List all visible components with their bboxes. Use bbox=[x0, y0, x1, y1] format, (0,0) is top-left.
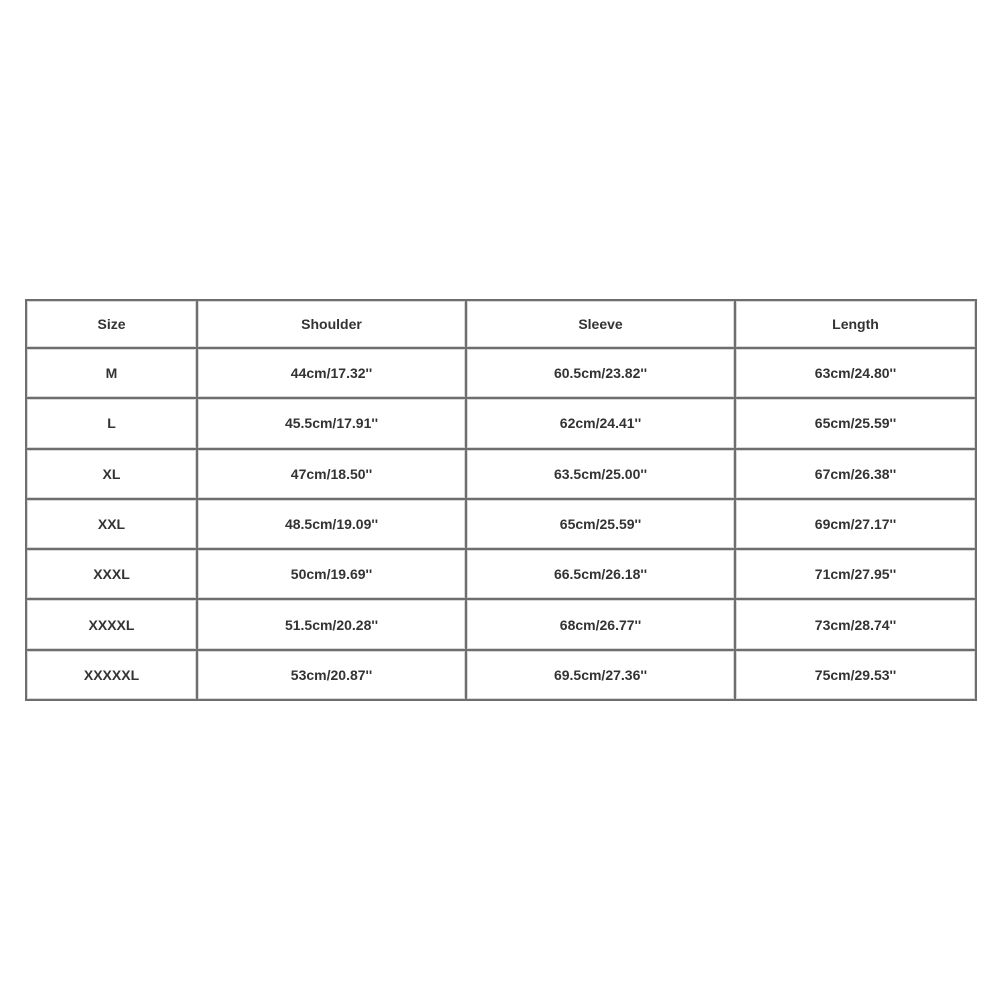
cell-sleeve: 62cm/24.41'' bbox=[466, 398, 735, 448]
header-length: Length bbox=[735, 300, 976, 348]
header-shoulder: Shoulder bbox=[197, 300, 466, 348]
cell-length: 63cm/24.80'' bbox=[735, 348, 976, 398]
cell-length: 65cm/25.59'' bbox=[735, 398, 976, 448]
cell-shoulder: 53cm/20.87'' bbox=[197, 650, 466, 700]
cell-size: L bbox=[26, 398, 197, 448]
cell-length: 69cm/27.17'' bbox=[735, 499, 976, 549]
cell-shoulder: 50cm/19.69'' bbox=[197, 549, 466, 599]
cell-size: XXXL bbox=[26, 549, 197, 599]
size-chart-table bbox=[25, 299, 977, 701]
table-row bbox=[26, 398, 976, 448]
cell-sleeve: 60.5cm/23.82'' bbox=[466, 348, 735, 398]
cell-shoulder: 48.5cm/19.09'' bbox=[197, 499, 466, 549]
table-row bbox=[26, 599, 976, 649]
header-sleeve: Sleeve bbox=[466, 300, 735, 348]
cell-length: 71cm/27.95'' bbox=[735, 549, 976, 599]
table-row bbox=[26, 650, 976, 700]
cell-length: 73cm/28.74'' bbox=[735, 599, 976, 649]
cell-size: XXL bbox=[26, 499, 197, 549]
header-size: Size bbox=[26, 300, 197, 348]
table-header-row bbox=[26, 300, 976, 348]
cell-shoulder: 51.5cm/20.28'' bbox=[197, 599, 466, 649]
cell-size: XXXXL bbox=[26, 599, 197, 649]
cell-shoulder: 44cm/17.32'' bbox=[197, 348, 466, 398]
cell-length: 67cm/26.38'' bbox=[735, 449, 976, 499]
cell-size: XL bbox=[26, 449, 197, 499]
table-row bbox=[26, 549, 976, 599]
table-row bbox=[26, 348, 976, 398]
cell-sleeve: 66.5cm/26.18'' bbox=[466, 549, 735, 599]
cell-size: M bbox=[26, 348, 197, 398]
table-row bbox=[26, 449, 976, 499]
cell-length: 75cm/29.53'' bbox=[735, 650, 976, 700]
cell-size: XXXXXL bbox=[26, 650, 197, 700]
cell-sleeve: 65cm/25.59'' bbox=[466, 499, 735, 549]
table-row bbox=[26, 499, 976, 549]
cell-shoulder: 47cm/18.50'' bbox=[197, 449, 466, 499]
cell-sleeve: 68cm/26.77'' bbox=[466, 599, 735, 649]
cell-sleeve: 63.5cm/25.00'' bbox=[466, 449, 735, 499]
cell-sleeve: 69.5cm/27.36'' bbox=[466, 650, 735, 700]
cell-shoulder: 45.5cm/17.91'' bbox=[197, 398, 466, 448]
